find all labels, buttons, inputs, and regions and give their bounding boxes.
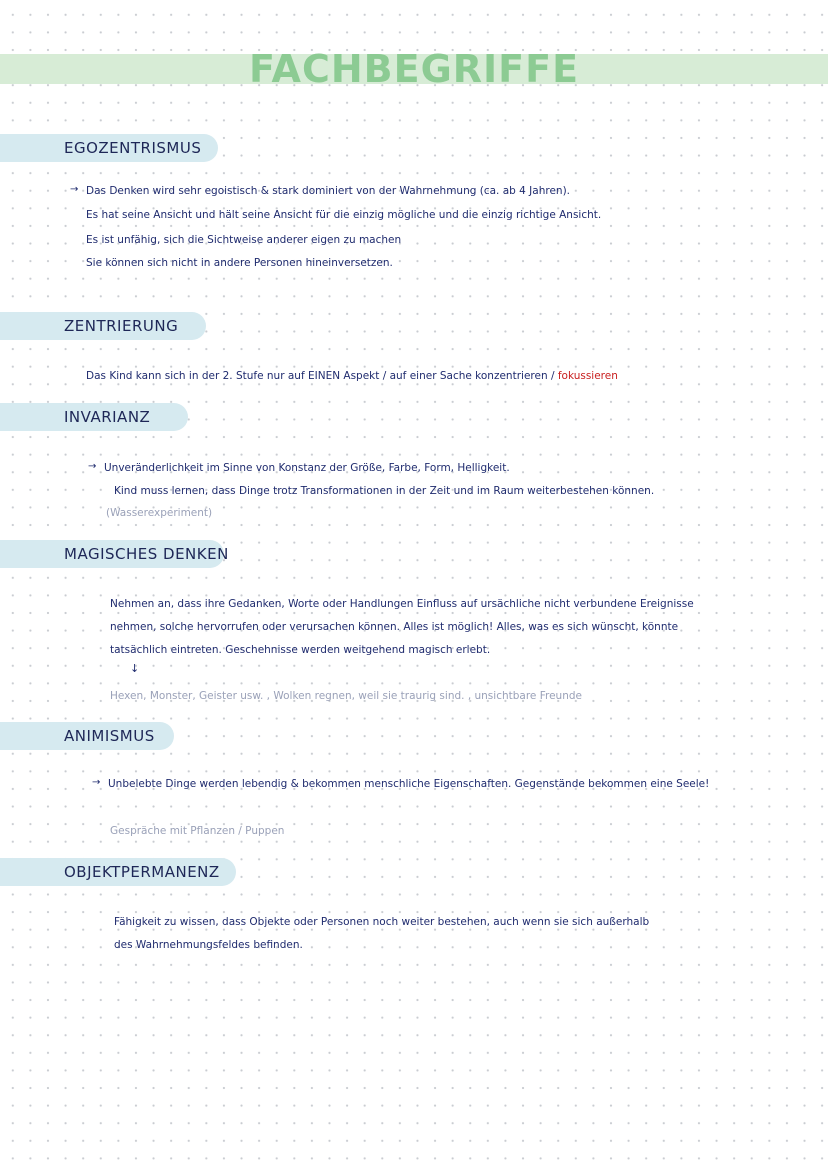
zentrierung-line: [86, 369, 618, 383]
invarianz-line-2: Kind muss lernen, dass Dinge trotz Transformationen in der Zeit und im Raum weiterbestehen können.: [114, 485, 655, 497]
zentrierung-red-text: fokussieren: [557, 370, 618, 382]
bullet-arrow-icon: →: [70, 184, 79, 195]
heading-animismus: ANIMISMUS: [64, 727, 155, 745]
invarianz-line-1: Unveränderlichkeit im Sinne von Konstanz der Größe, Farbe, Form, Helligkeit.: [104, 462, 510, 474]
zentrierung-text: Das Kind kann sich in der 2. Stufe nur auf EINEN Aspekt / auf einer Sache konzentrieren /: [86, 370, 555, 382]
objektpermanenz-line-1: Fähigkeit zu wissen, dass Objekte oder Personen noch weiter bestehen, auch wenn sie sich außerhalb: [114, 916, 650, 928]
down-arrow-icon: ↓: [130, 662, 140, 675]
objektpermanenz-line-2: des Wahrnehmungsfeldes befinden.: [114, 939, 303, 951]
heading-egozentrismus: EGOZENTRISMUS: [64, 139, 202, 157]
egozentrismus-line-3: Es ist unfähig, sich die Sichtweise anderer eigen zu machen: [86, 234, 402, 246]
magisches-denken-line-2: nehmen, solche hervorrufen oder verursachen können. Alles ist möglich! Alles, was es sich wünscht, könnte: [110, 621, 679, 633]
egozentrismus-line-4: Sie können sich nicht in andere Personen hineinversetzen.: [86, 257, 393, 269]
magisches-denken-line-3: tatsächlich eintreten. Geschehnisse werden weitgehend magisch erlebt.: [110, 644, 491, 656]
invarianz-note: (Wasserexperiment): [106, 507, 213, 519]
animismus-note: Gespräche mit Pflanzen / Puppen: [110, 825, 285, 837]
magisches-denken-line-1: Nehmen an, dass ihre Gedanken, Worte oder Handlungen Einfluss auf ursächliche nicht verbundene Ereignisse: [110, 598, 694, 610]
heading-objektpermanenz: OBJEKTPERMANENZ: [64, 863, 220, 881]
heading-invarianz: INVARIANZ: [64, 408, 151, 426]
egozentrismus-line-2: Es hat seine Ansicht und hält seine Ansicht für die einzig mögliche und die einzig richtige Ansicht.: [86, 209, 602, 221]
page-title: FACHBEGRIFFE: [248, 47, 580, 91]
animismus-line-1: Unbelebte Dinge werden lebendig & bekommen menschliche Eigenschaften. Gegenstände bekommen eine Seele!: [108, 778, 710, 790]
bullet-arrow-icon: →: [92, 777, 101, 788]
magisches-denken-examples: Hexen, Monster, Geister usw. , Wolken regnen, weil sie traurig sind. , unsichtbare Freunde: [110, 690, 582, 702]
bullet-arrow-icon: →: [88, 461, 97, 472]
egozentrismus-line-1: Das Denken wird sehr egoistisch & stark dominiert von der Wahrnehmung (ca. ab 4 Jahren).: [86, 185, 570, 197]
heading-magisches-denken: MAGISCHES DENKEN: [64, 545, 229, 563]
heading-zentrierung: ZENTRIERUNG: [64, 317, 179, 335]
